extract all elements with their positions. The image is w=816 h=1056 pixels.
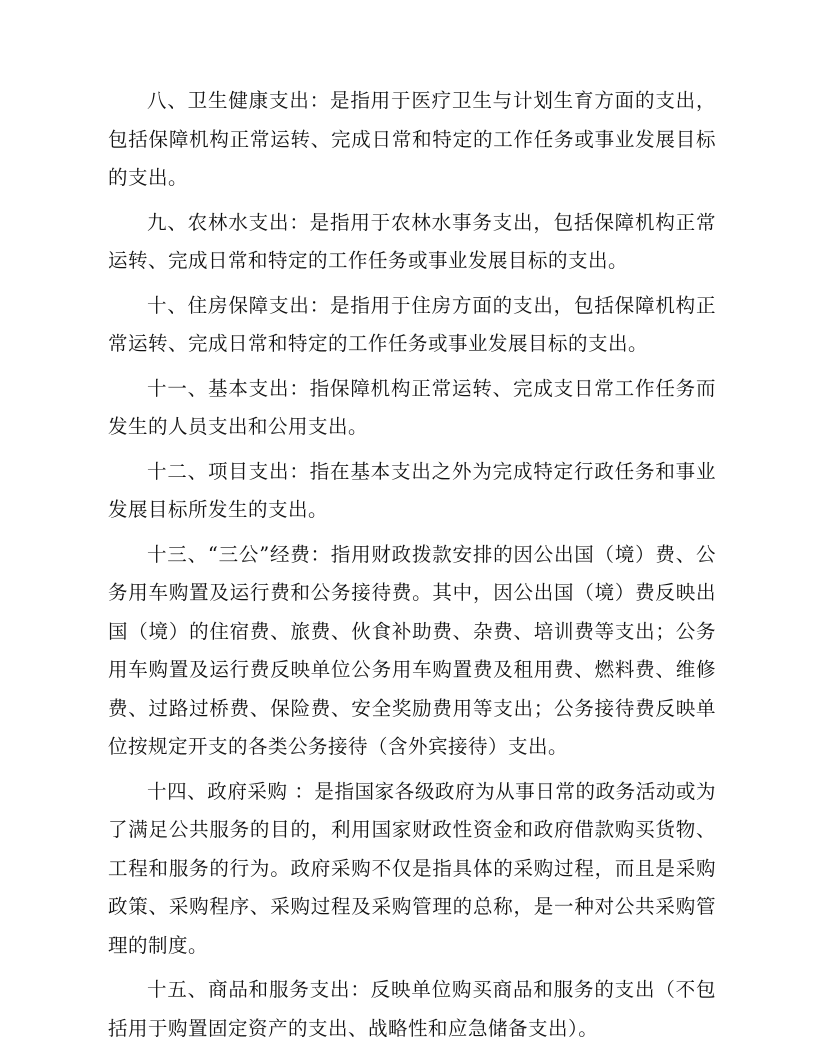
paragraph-project-expenditure: 十二、项目支出：指在基本支出之外为完成特定行政任务和事业发展目标所发生的支出。 <box>108 459 716 521</box>
paragraph-goods-services-expenditure: 十五、商品和服务支出：反映单位购买商品和服务的支出（不包括用于购置固定资产的支出、战略性和应急储备支出）。 <box>108 978 716 1040</box>
paragraph-housing-expenditure: 十、住房保障支出：是指用于住房方面的支出，包括保障机构正常运转、完成日常和特定的工作任务或事业发展目标的支出。 <box>108 293 716 355</box>
paragraph-three-public-expenses: 十三、“三公”经费：指用财政拨款安排的因公出国（境）费、公务用车购置及运行费和公务接待费。其中，因公出国（境）费反映出国（境）的住宿费、旅费、伙食补助费、杂费、培训费等支出；公务用车购置及运行费反映单位公务用车购置费及租用费、燃料费、维修费、过路过桥费、保险费、安全奖励费用等支出；公务接待费反映单位按规定开支的各类公务接待（含外宾接待）支出。 <box>108 542 716 758</box>
paragraph-agriculture-expenditure: 九、农林水支出：是指用于农林水事务支出，包括保障机构正常运转、完成日常和特定的工作任务或事业发展目标的支出。 <box>108 210 716 272</box>
paragraph-government-procurement: 十四、政府采购 ：是指国家各级政府为从事日常的政务活动或为了满足公共服务的目的，利用国家财政性资金和政府借款购买货物、工程和服务的行为。政府采购不仅是指具体的采购过程，而且是采购政策、采购程序、采购过程及采购管理的总称，是一种对公共采购管理的制度。 <box>108 779 716 957</box>
paragraph-health-expenditure: 八、卫生健康支出：是指用于医疗卫生与计划生育方面的支出，包括保障机构正常运转、完成日常和特定的工作任务或事业发展目标的支出。 <box>108 89 716 189</box>
paragraph-basic-expenditure: 十一、基本支出：指保障机构正常运转、完成支日常工作任务而发生的人员支出和公用支出。 <box>108 376 716 438</box>
document-body <box>108 82 716 1054</box>
